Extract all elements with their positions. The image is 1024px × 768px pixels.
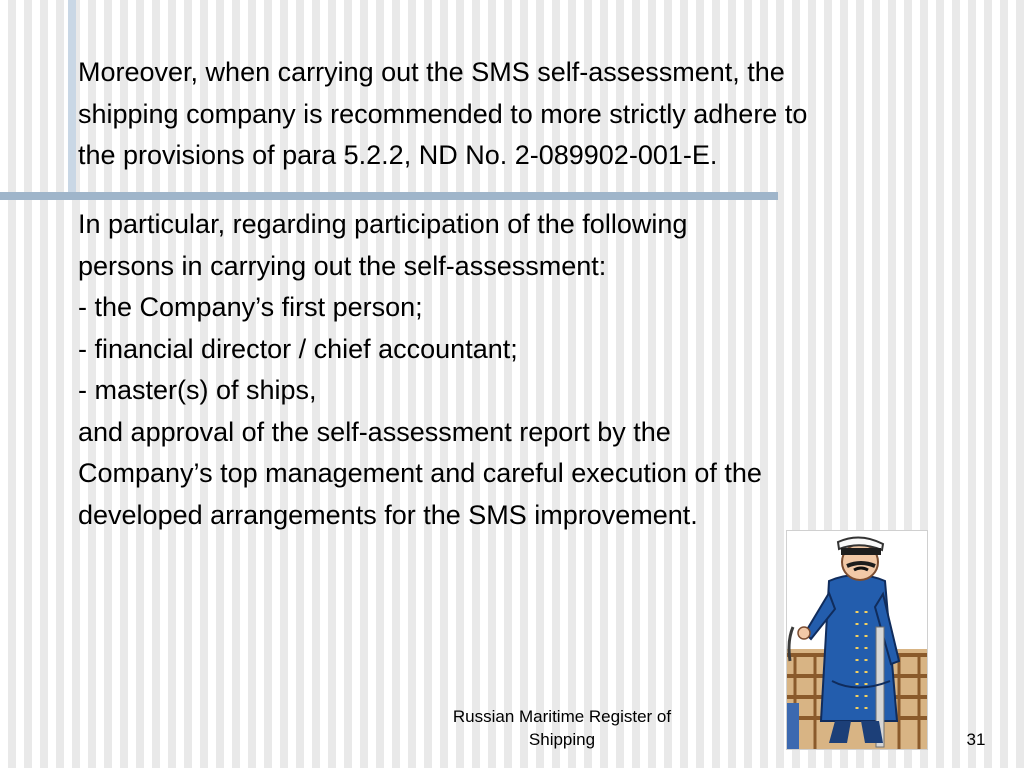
intro-paragraph (78, 52, 1008, 177)
vertical-divider (68, 0, 76, 200)
intro-line: shipping company is recommended to more strictly adhere to (78, 98, 808, 129)
intro-line: the provisions of para 5.2.2, ND No. 2-089902-001-E. (78, 140, 718, 170)
intro-line: Moreover, when carrying out the SMS self-assessment, the (78, 57, 785, 87)
detail-line: In particular, regarding participation of the following (78, 209, 688, 239)
detail-line: persons in carrying out the self-assessment: (78, 250, 607, 281)
list-item: - financial director / chief accountant; (78, 333, 518, 364)
footer-organization-line-2: Shipping (528, 730, 596, 749)
detail-paragraph (78, 204, 978, 536)
detail-line: Company’s top management and careful execution of the (78, 458, 762, 488)
detail-line: developed arrangements for the SMS improvement. (78, 499, 698, 530)
footer-organization-line-1: Russian Maritime Register of (452, 707, 672, 726)
page-number: 31 (966, 730, 986, 749)
horizontal-divider (0, 192, 778, 200)
list-item: - master(s) of ships, (78, 375, 317, 405)
list-item: - the Company’s first person; (78, 292, 423, 322)
detail-line: and approval of the self-assessment report by the (78, 416, 671, 447)
ship-captain-illustration (786, 530, 928, 750)
ship-captain-icon (787, 531, 927, 749)
footer-organization (392, 705, 732, 751)
